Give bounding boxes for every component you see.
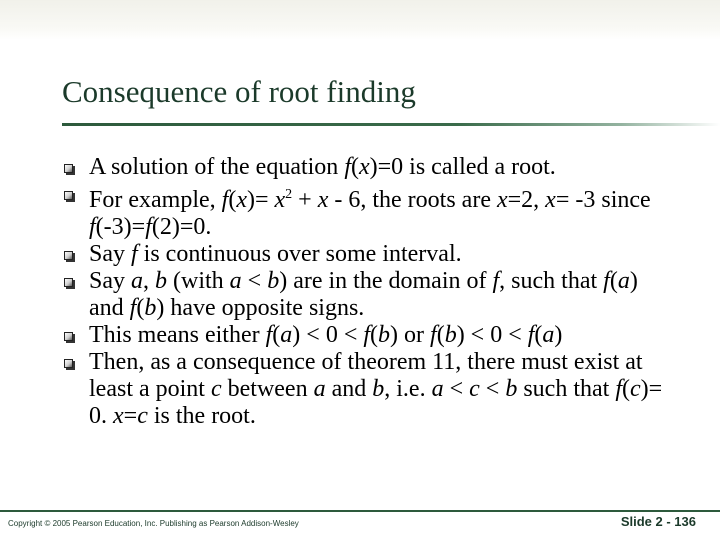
square-bullet-icon	[64, 191, 73, 200]
bullet-text: For example, $f(x)= x^2 + x - 6$, the roots are x=2, x= -3 since f(-3)=f(2)=0.	[89, 187, 657, 240]
bullet-item	[64, 154, 664, 181]
square-bullet-icon	[64, 164, 73, 173]
bullet-item	[64, 268, 664, 322]
square-bullet-icon	[64, 332, 73, 341]
bullet-item	[64, 181, 664, 241]
bullet-text: Say f is continuous over some interval.	[89, 241, 462, 267]
square-bullet-icon	[64, 359, 73, 368]
footer-divider	[0, 510, 720, 512]
bullet-text: Say a, b (with a < b) are in the domain of f, such that f(a) and f(b) have opposite signs.	[89, 268, 638, 321]
bullet-item	[64, 322, 664, 349]
title-underline	[62, 123, 720, 126]
copyright-notice: Copyright © 2005 Pearson Education, Inc. Publishing as Pearson Addison-Wesley	[8, 519, 299, 528]
bullet-list	[64, 154, 664, 430]
top-decorative-band	[0, 0, 720, 40]
bullet-text: This means either f(a) < 0 < f(b) or f(b) < 0 < f(a)	[89, 322, 563, 348]
bullet-text: Then, as a consequence of theorem 11, there must exist at least a point c between a and b, i.e. a < c < b such that f(c)= 0. x=c is the root.	[89, 349, 663, 429]
slide-number: Slide 2 - 136	[620, 514, 696, 529]
bullet-item	[64, 349, 664, 430]
square-bullet-icon	[64, 251, 73, 260]
slide-title: Consequence of root finding	[62, 74, 416, 109]
bullet-item	[64, 241, 664, 268]
bullet-text: A solution of the equation f(x)=0 is called a root.	[89, 154, 556, 180]
square-bullet-icon	[64, 278, 73, 287]
